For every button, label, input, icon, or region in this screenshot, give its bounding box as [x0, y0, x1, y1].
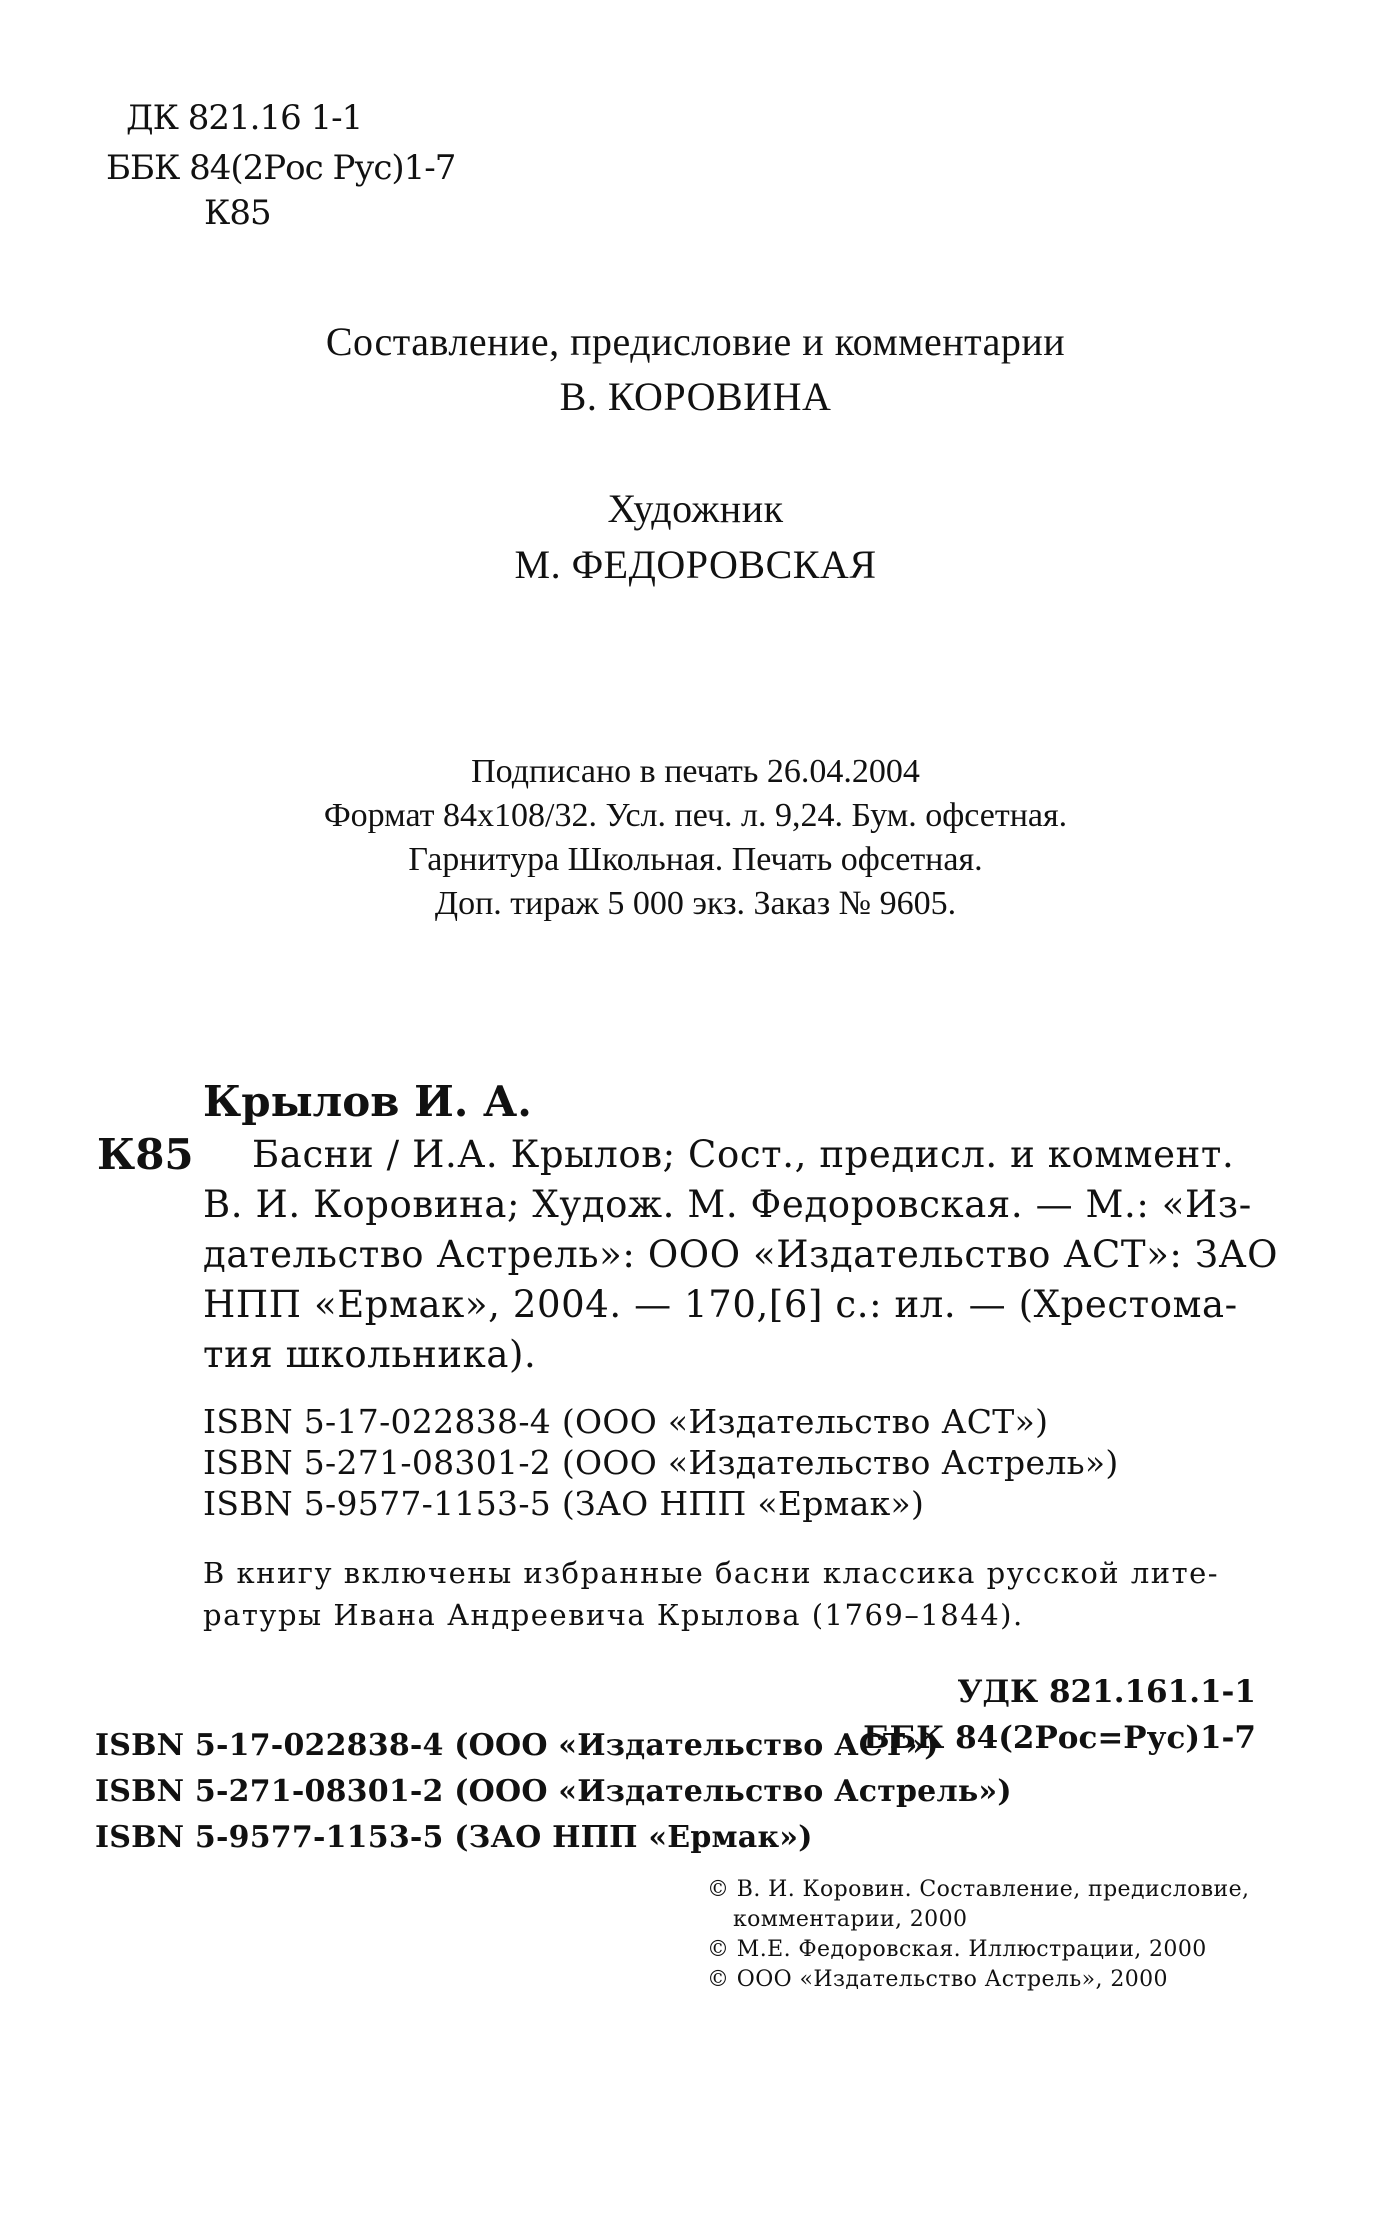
bib-description-line: В. И. Коровина; Худож. М. Федоровская. — М.: «Из-	[203, 1183, 1252, 1226]
bib-isbn-line: ISBN 5-17-022838-4 (ООО «Издательство АСТ»)	[203, 1402, 1049, 1441]
bib-description-line: Басни / И.А. Крылов; Сост., предисл. и коммент.	[252, 1133, 1235, 1176]
bbk-code-top: ББК 84(2Рос Рус)1-7	[106, 148, 456, 188]
bib-author: Крылов И. А.	[203, 1077, 532, 1126]
footer-isbn-line: ISBN 5-9577-1153-5 (ЗАО НПП «Ермак»)	[95, 1820, 813, 1855]
bib-isbn-line: ISBN 5-9577-1153-5 (ЗАО НПП «Ермак»)	[203, 1484, 925, 1523]
artist-role: Художник	[607, 486, 784, 531]
imprint-line: Гарнитура Школьная. Печать офсетная.	[408, 841, 983, 878]
artist-name: М. ФЕДОРОВСКАЯ	[514, 542, 877, 587]
annotation-line: В книгу включены избранные басни классика русской лите-	[203, 1556, 1220, 1590]
bib-description-line: тия школьника).	[203, 1333, 537, 1376]
bib-description-line: дательство Астрель»: ООО «Издательство АСТ»: ЗАО	[203, 1233, 1279, 1276]
udk-code-bottom: УДК 821.161.1-1	[957, 1674, 1256, 1710]
compiler-name: В. КОРОВИНА	[559, 374, 832, 419]
annotation-line: ратуры Ивана Андреевича Крылова (1769–1844).	[203, 1598, 1024, 1632]
compiler-role: Составление, предисловие и комментарии	[325, 319, 1066, 364]
bib-isbn-line: ISBN 5-271-08301-2 (ООО «Издательство Астрель»)	[203, 1443, 1119, 1482]
copyright-line: © В. И. Коровин. Составление, предисловие,	[707, 1877, 1250, 1902]
bib-mark: К85	[97, 1130, 194, 1179]
udk-code-top: ДК 821.16 1-1	[126, 98, 363, 138]
copyright-line: © ООО «Издательство Астрель», 2000	[707, 1967, 1168, 1992]
imprint-line: Подписано в печать 26.04.2004	[471, 753, 920, 790]
footer-isbn-line: ISBN 5-271-08301-2 (ООО «Издательство Астрель»)	[95, 1774, 1012, 1809]
bib-description-line: НПП «Ермак», 2004. — 170,[6] с.: ил. — (Хрестома-	[203, 1283, 1238, 1326]
author-mark-top: К85	[204, 193, 271, 233]
copyright-line: комментарии, 2000	[733, 1907, 968, 1932]
imprint-line: Формат 84х108/32. Усл. печ. л. 9,24. Бум. офсетная.	[323, 797, 1068, 834]
footer-isbn-line: ISBN 5-17-022838-4 (ООО «Издательство АСТ»)	[95, 1728, 939, 1763]
bbk-code-bottom: ББК 84(2Рос=Рус)1-7	[863, 1720, 1256, 1756]
imprint-line: Доп. тираж 5 000 экз. Заказ № 9605.	[434, 885, 957, 922]
copyright-line: © М.Е. Федоровская. Иллюстрации, 2000	[707, 1937, 1207, 1962]
